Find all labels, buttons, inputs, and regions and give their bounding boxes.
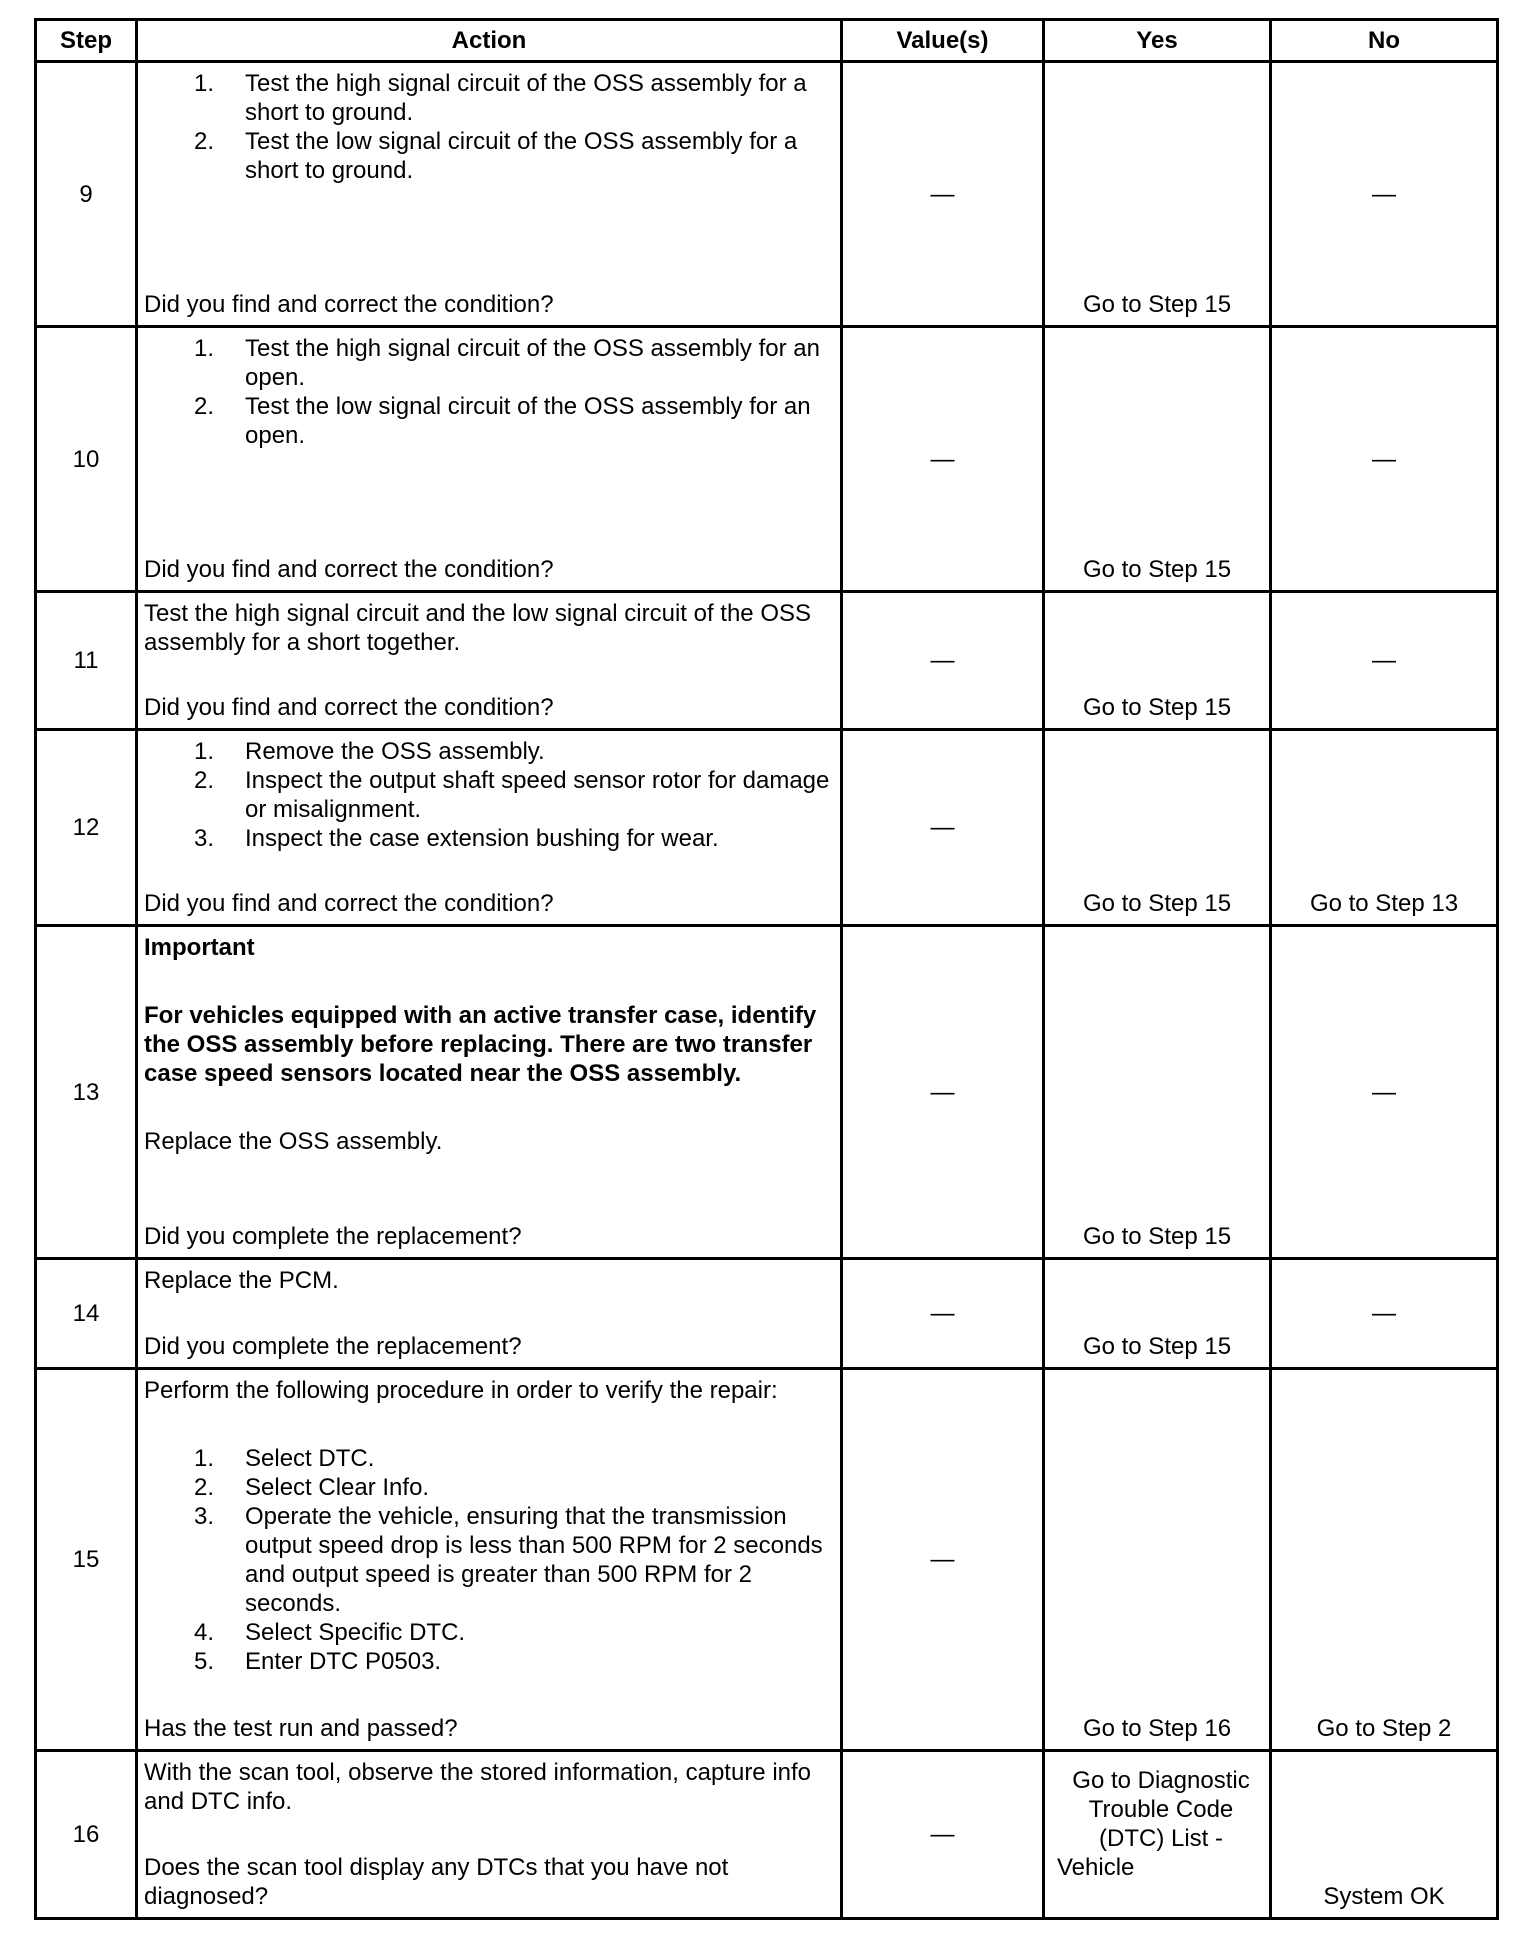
table-row-step-13 (36, 926, 1498, 1259)
list-item: 1. Test the high signal circuit of the OSS assembly for a short to ground. (194, 70, 807, 126)
action-cell (137, 592, 842, 730)
table-row-step-9 (36, 62, 1498, 327)
list-item: 2. Test the low signal circuit of the OSS assembly for an open. (194, 393, 811, 449)
action-list (144, 737, 832, 853)
action-text: Perform the following procedure in order to verify the repair: (144, 1377, 778, 1404)
action-text: Replace the PCM. (144, 1267, 339, 1294)
action-list (144, 334, 832, 450)
step-number: 10 (36, 327, 137, 592)
yes-line: Vehicle (1057, 1854, 1135, 1881)
yes-cell: Go to Step 15 (1044, 592, 1271, 730)
header-values: Value(s) (842, 20, 1044, 62)
step-number: 12 (36, 730, 137, 926)
list-item: 2. Inspect the output shaft speed sensor rotor for damage or misalignment. (194, 767, 830, 823)
action-question: Did you complete the replacement? (144, 1223, 522, 1250)
no-cell: — (1271, 62, 1498, 327)
value-cell: — (842, 730, 1044, 926)
list-item: 3. Operate the vehicle, ensuring that the transmission output speed drop is less than 500 RPM for 2 seconds and output speed is greater than 500 RPM for 2 seconds. (194, 1503, 823, 1617)
action-question: Did you find and correct the condition? (144, 890, 554, 917)
step-number: 15 (36, 1369, 137, 1751)
action-cell (137, 1369, 842, 1751)
step-number: 14 (36, 1259, 137, 1369)
table-row-step-16 (36, 1751, 1498, 1919)
action-question: Did you find and correct the condition? (144, 694, 554, 721)
no-cell: Go to Step 2 (1271, 1369, 1498, 1751)
list-item: 4. Select Specific DTC. (194, 1619, 466, 1646)
action-list (144, 69, 832, 185)
no-cell: — (1271, 926, 1498, 1259)
important-title: Important (144, 934, 255, 961)
no-cell: — (1271, 327, 1498, 592)
value-cell: — (842, 1259, 1044, 1369)
header-row (36, 20, 1498, 62)
action-question: Did you find and correct the condition? (144, 556, 554, 583)
yes-cell: Go to Step 15 (1044, 62, 1271, 327)
action-cell (137, 327, 842, 592)
value-cell: — (842, 62, 1044, 327)
header-action: Action (137, 20, 842, 62)
yes-cell: Go to Step 15 (1044, 1259, 1271, 1369)
no-cell: — (1271, 592, 1498, 730)
value-cell: — (842, 926, 1044, 1259)
list-item: 5. Enter DTC P0503. (194, 1648, 442, 1675)
table-row-step-15 (36, 1369, 1498, 1751)
no-cell: — (1271, 1259, 1498, 1369)
yes-cell: Go to Step 16 (1044, 1369, 1271, 1751)
value-cell: — (842, 327, 1044, 592)
list-item: 1. Remove the OSS assembly. (194, 738, 545, 765)
value-cell: — (842, 1751, 1044, 1919)
step-number: 9 (36, 62, 137, 327)
action-cell (137, 926, 842, 1259)
yes-cell: Go to Step 15 (1044, 730, 1271, 926)
action-text: Replace the OSS assembly. (144, 1128, 443, 1155)
step-number: 13 (36, 926, 137, 1259)
list-item: 1. Test the high signal circuit of the OSS assembly for an open. (194, 335, 820, 391)
list-item: 3. Inspect the case extension bushing for wear. (194, 825, 719, 852)
important-text: For vehicles equipped with an active transfer case, identify the OSS assembly before replacing. There are two transfer case speed sensors located near the OSS assembly. (144, 1002, 817, 1087)
value-cell: — (842, 592, 1044, 730)
action-question: Did you complete the replacement? (144, 1333, 522, 1360)
table-row-step-14 (36, 1259, 1498, 1369)
table-row-step-10 (36, 327, 1498, 592)
action-list (144, 1444, 832, 1676)
yes-cell (1044, 1751, 1271, 1919)
yes-line: Go to Diagnostic (1072, 1767, 1250, 1794)
diagnostic-table (34, 18, 1499, 1920)
list-item: 1. Select DTC. (194, 1445, 375, 1472)
table-row-step-12 (36, 730, 1498, 926)
table-row-step-11 (36, 592, 1498, 730)
header-no: No (1271, 20, 1498, 62)
action-cell (137, 730, 842, 926)
yes-line: (DTC) List - (1099, 1825, 1223, 1852)
header-step: Step (36, 20, 137, 62)
no-cell: System OK (1271, 1751, 1498, 1919)
action-question: Did you find and correct the condition? (144, 291, 554, 318)
no-cell: Go to Step 13 (1271, 730, 1498, 926)
yes-line: Trouble Code (1088, 1796, 1234, 1823)
yes-cell: Go to Step 15 (1044, 926, 1271, 1259)
action-cell (137, 62, 842, 327)
list-item: 2. Test the low signal circuit of the OSS assembly for a short to ground. (194, 128, 798, 184)
action-cell (137, 1751, 842, 1919)
value-cell: — (842, 1369, 1044, 1751)
step-number: 16 (36, 1751, 137, 1919)
action-text: With the scan tool, observe the stored information, capture info and DTC info. (144, 1759, 812, 1815)
action-question: Does the scan tool display any DTCs that you have not diagnosed? (144, 1854, 729, 1910)
action-question: Has the test run and passed? (144, 1715, 458, 1742)
step-number: 11 (36, 592, 137, 730)
header-yes: Yes (1044, 20, 1271, 62)
action-cell (137, 1259, 842, 1369)
list-item: 2. Select Clear Info. (194, 1474, 430, 1501)
action-text: Test the high signal circuit and the low signal circuit of the OSS assembly for a short together. (144, 600, 812, 656)
yes-cell: Go to Step 15 (1044, 327, 1271, 592)
